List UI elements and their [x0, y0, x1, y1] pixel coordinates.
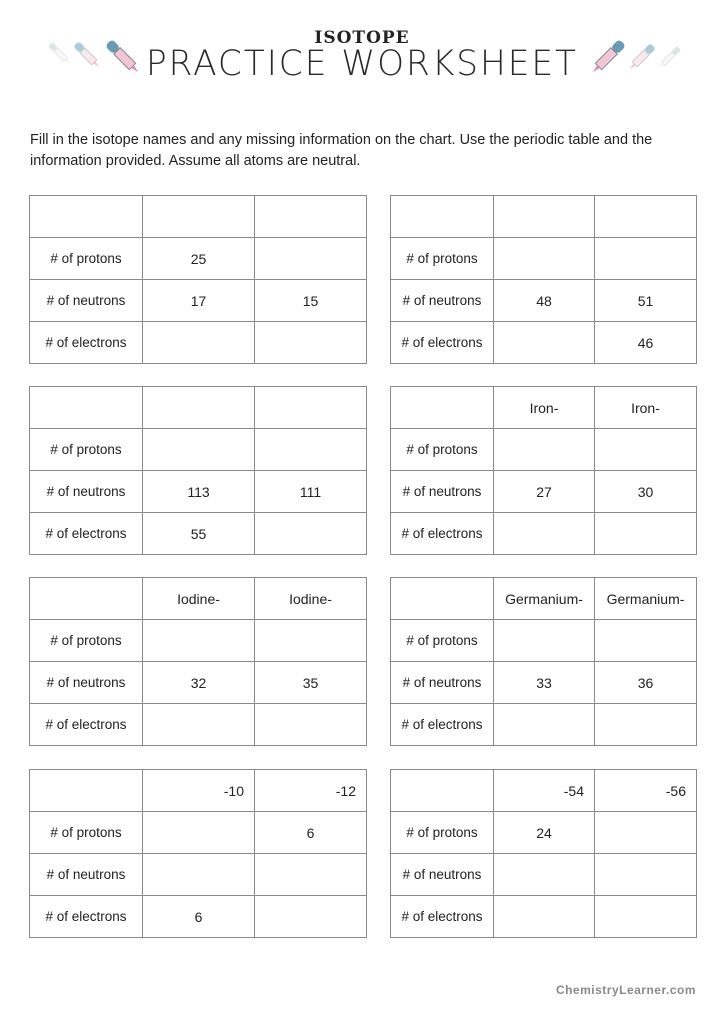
protons-cell[interactable]: [494, 238, 595, 280]
header-row: [30, 578, 367, 620]
isotope-name-cell[interactable]: [143, 196, 255, 238]
row-label: # of neutrons: [391, 280, 494, 322]
protons-cell[interactable]: 25: [143, 238, 255, 280]
protons-cell[interactable]: [255, 238, 367, 280]
electrons-cell[interactable]: [595, 896, 697, 938]
protons-cell[interactable]: [255, 429, 367, 471]
protons-cell[interactable]: 24: [494, 812, 595, 854]
corner-cell[interactable]: [30, 770, 143, 812]
neutrons-row: [391, 280, 697, 322]
row-label: # of electrons: [391, 704, 494, 746]
neutrons-cell[interactable]: 30: [595, 471, 697, 513]
header-row: [30, 770, 367, 812]
neutrons-cell[interactable]: [143, 854, 255, 896]
isotope-name-cell[interactable]: [255, 196, 367, 238]
neutrons-cell[interactable]: 36: [595, 662, 697, 704]
neutrons-cell[interactable]: [255, 854, 367, 896]
neutrons-cell[interactable]: 15: [255, 280, 367, 322]
isotope-name-cell[interactable]: [255, 387, 367, 429]
row-label: # of protons: [30, 238, 143, 280]
electrons-cell[interactable]: [143, 704, 255, 746]
isotope-table-7: [29, 769, 367, 938]
neutrons-cell[interactable]: 51: [595, 280, 697, 322]
row-label: # of neutrons: [30, 471, 143, 513]
isotope-name-cell[interactable]: Iron-: [494, 387, 595, 429]
protons-row: [391, 429, 697, 471]
isotope-table-2: [390, 195, 697, 364]
isotope-name-cell[interactable]: -12: [255, 770, 367, 812]
neutrons-cell[interactable]: 111: [255, 471, 367, 513]
isotope-name-cell[interactable]: Iron-: [595, 387, 697, 429]
neutrons-cell[interactable]: [494, 854, 595, 896]
corner-cell[interactable]: [391, 770, 494, 812]
corner-cell[interactable]: [30, 578, 143, 620]
isotope-table-4: [390, 386, 697, 555]
row-label: # of electrons: [391, 896, 494, 938]
neutrons-row: [391, 662, 697, 704]
row-label: # of protons: [391, 620, 494, 662]
header-row: [391, 578, 697, 620]
electrons-row: [30, 513, 367, 555]
electrons-cell[interactable]: [494, 704, 595, 746]
isotope-name-cell[interactable]: [494, 196, 595, 238]
row-label: # of neutrons: [30, 280, 143, 322]
electrons-row: [391, 513, 697, 555]
electrons-cell[interactable]: [255, 896, 367, 938]
corner-cell[interactable]: [30, 387, 143, 429]
neutrons-cell[interactable]: 32: [143, 662, 255, 704]
corner-cell[interactable]: [391, 196, 494, 238]
isotope-table-6: [390, 577, 697, 746]
protons-cell[interactable]: [143, 812, 255, 854]
protons-cell[interactable]: [494, 620, 595, 662]
electrons-cell[interactable]: 6: [143, 896, 255, 938]
protons-cell[interactable]: [143, 429, 255, 471]
row-label: # of neutrons: [391, 662, 494, 704]
isotope-name-cell[interactable]: Germanium-: [494, 578, 595, 620]
protons-row: [391, 238, 697, 280]
electrons-cell[interactable]: [595, 704, 697, 746]
row-label: # of protons: [391, 238, 494, 280]
neutrons-row: [30, 280, 367, 322]
protons-cell[interactable]: [595, 812, 697, 854]
neutrons-cell[interactable]: 113: [143, 471, 255, 513]
electrons-cell[interactable]: [595, 513, 697, 555]
worksheet-title: PRACTICE WORKSHEET: [146, 44, 578, 84]
protons-cell[interactable]: [255, 620, 367, 662]
corner-cell[interactable]: [30, 196, 143, 238]
row-label: # of electrons: [391, 322, 494, 364]
protons-row: [30, 238, 367, 280]
header-row: [30, 387, 367, 429]
isotope-name-cell[interactable]: -54: [494, 770, 595, 812]
protons-cell[interactable]: [143, 620, 255, 662]
electrons-cell[interactable]: [143, 322, 255, 364]
dropper-left-icon: [48, 32, 148, 82]
instructions: Fill in the isotope names and any missing information on the chart. Use the periodic table and the information provided. Assume all atoms are neutral.: [30, 132, 653, 169]
row-label: # of protons: [30, 429, 143, 471]
protons-cell[interactable]: [595, 238, 697, 280]
row-label: # of protons: [30, 620, 143, 662]
protons-row: [30, 620, 367, 662]
dropper-right-icon: [585, 32, 685, 82]
isotope-name-cell[interactable]: Iodine-: [255, 578, 367, 620]
row-label: # of protons: [391, 429, 494, 471]
electrons-cell[interactable]: [255, 322, 367, 364]
protons-cell[interactable]: [595, 429, 697, 471]
electrons-row: [391, 704, 697, 746]
isotope-table-8: [390, 769, 697, 938]
row-label: # of protons: [30, 812, 143, 854]
neutrons-cell[interactable]: 33: [494, 662, 595, 704]
neutrons-row: [391, 471, 697, 513]
protons-row: [391, 620, 697, 662]
electrons-cell[interactable]: 55: [143, 513, 255, 555]
electrons-cell[interactable]: [255, 704, 367, 746]
electrons-row: [30, 322, 367, 364]
electrons-cell[interactable]: [494, 513, 595, 555]
row-label: # of electrons: [30, 704, 143, 746]
electrons-cell[interactable]: [494, 322, 595, 364]
neutrons-row: [30, 854, 367, 896]
row-label: # of neutrons: [30, 854, 143, 896]
electrons-row: [30, 896, 367, 938]
isotope-table-3: [29, 386, 367, 555]
isotope-table-1: [29, 195, 367, 364]
row-label: # of electrons: [30, 513, 143, 555]
header-row: [30, 196, 367, 238]
header-row: [391, 770, 697, 812]
header-row: [391, 387, 697, 429]
row-label: # of neutrons: [391, 854, 494, 896]
header-row: [391, 196, 697, 238]
isotope-name-cell[interactable]: -10: [143, 770, 255, 812]
protons-row: [391, 812, 697, 854]
row-label: # of protons: [391, 812, 494, 854]
electrons-cell[interactable]: [255, 513, 367, 555]
electrons-row: [391, 896, 697, 938]
isotope-name-cell[interactable]: -56: [595, 770, 697, 812]
protons-cell[interactable]: 6: [255, 812, 367, 854]
isotope-name-cell[interactable]: Germanium-: [595, 578, 697, 620]
protons-row: [30, 429, 367, 471]
protons-cell[interactable]: [494, 429, 595, 471]
worksheet-supertitle: ISOTOPE: [314, 28, 410, 48]
isotope-table-5: [29, 577, 367, 746]
neutrons-cell[interactable]: 27: [494, 471, 595, 513]
neutrons-cell[interactable]: 17: [143, 280, 255, 322]
neutrons-cell[interactable]: [595, 854, 697, 896]
electrons-row: [30, 704, 367, 746]
neutrons-cell[interactable]: 48: [494, 280, 595, 322]
electrons-cell[interactable]: 46: [595, 322, 697, 364]
row-label: # of neutrons: [30, 662, 143, 704]
neutrons-row: [30, 471, 367, 513]
row-label: # of electrons: [30, 896, 143, 938]
protons-cell[interactable]: [595, 620, 697, 662]
corner-cell[interactable]: [391, 387, 494, 429]
protons-row: [30, 812, 367, 854]
row-label: # of electrons: [391, 513, 494, 555]
electrons-cell[interactable]: [494, 896, 595, 938]
isotope-name-cell[interactable]: [143, 387, 255, 429]
row-label: # of neutrons: [391, 471, 494, 513]
corner-cell[interactable]: [391, 578, 494, 620]
row-label: # of electrons: [30, 322, 143, 364]
isotope-name-cell[interactable]: Iodine-: [143, 578, 255, 620]
isotope-name-cell[interactable]: [595, 196, 697, 238]
footer-brand: ChemistryLearner.com: [555, 983, 696, 997]
electrons-row: [391, 322, 697, 364]
neutrons-row: [391, 854, 697, 896]
neutrons-row: [30, 662, 367, 704]
neutrons-cell[interactable]: 35: [255, 662, 367, 704]
